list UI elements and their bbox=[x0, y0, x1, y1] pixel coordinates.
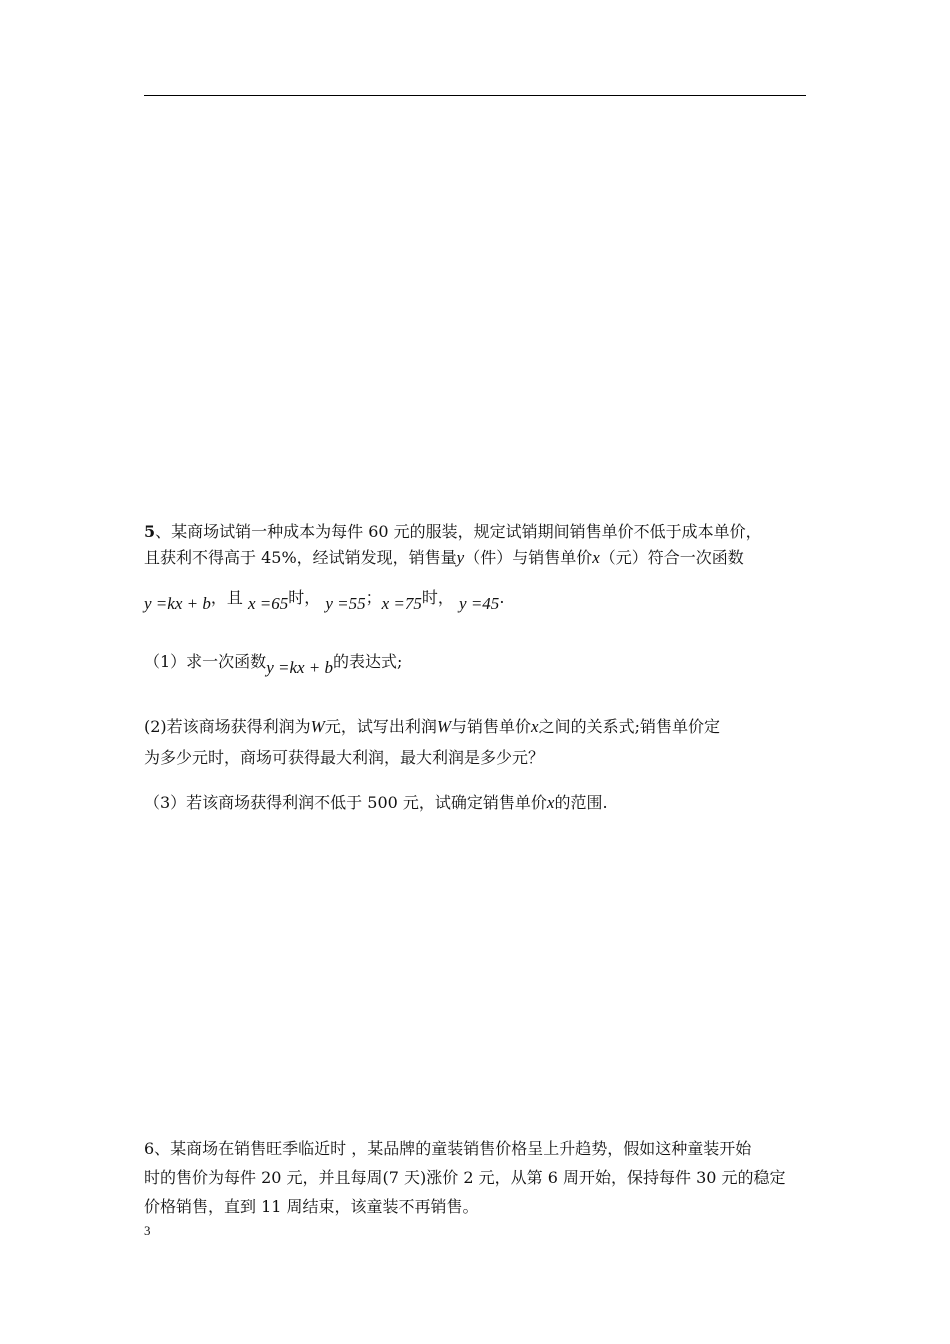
q5-part-2-b: 元，试写出利润 bbox=[324, 717, 437, 736]
q5-line-2 bbox=[144, 548, 744, 568]
page-number: 3 bbox=[144, 1223, 151, 1238]
q5-part-3 bbox=[144, 793, 608, 813]
q5-part-1 bbox=[144, 652, 403, 677]
q5-part-2-a: (2)若该商场获得利润为 bbox=[144, 717, 311, 736]
eq-x-65: x =65 bbox=[247, 594, 289, 613]
q5-line-1 bbox=[144, 522, 762, 542]
var-y: y bbox=[456, 548, 465, 567]
eq-y-55: y =55 bbox=[325, 594, 366, 613]
q5-line-2-a: 且获利不得高于 45%，经试销发现，销售量 bbox=[144, 548, 457, 567]
q5-line-3 bbox=[144, 588, 505, 613]
q6-line-2: 时的售价为每件 20 元，并且每周(7 天)涨价 2 元，从第 6 周开始，保持每件 30 元的稳定 bbox=[144, 1168, 786, 1187]
q5-part-2-c: 与销售单价 bbox=[451, 717, 532, 736]
q5-line-2-c: （元）符合一次函数 bbox=[599, 548, 744, 567]
q5-part-1-suffix: 的表达式; bbox=[333, 652, 403, 671]
q5-part-3-b: 的范围. bbox=[554, 793, 608, 812]
eq-linear-function-2: y =kx + b bbox=[266, 658, 334, 677]
var-W: W bbox=[310, 717, 325, 736]
q5-shi-2: 时， bbox=[421, 588, 454, 607]
q5-semicolon: ； bbox=[365, 588, 382, 607]
q5-shi-1: 时， bbox=[288, 588, 321, 607]
q5-number: 5 bbox=[144, 522, 156, 541]
q6-line-3: 价格销售，直到 11 周结束，该童装不再销售。 bbox=[144, 1197, 479, 1216]
q5-part-3-a: （3）若该商场获得利润不低于 500 元，试确定销售单价 bbox=[144, 793, 547, 812]
var-W-2: W bbox=[436, 717, 452, 736]
q5-period: . bbox=[499, 588, 505, 607]
eq-y-45: y =45 bbox=[459, 594, 500, 613]
q5-part-2-line-2: 为多少元时，商场可获得最大利润，最大利润是多少元？ bbox=[144, 748, 545, 767]
q5-line-1-text: 、某商场试销一种成本为每件 60 元的服装，规定试销期间销售单价不低于成本单价， bbox=[155, 522, 762, 541]
eq-x-75: x =75 bbox=[381, 594, 422, 613]
var-x-2: x bbox=[531, 717, 539, 736]
header-rule bbox=[144, 95, 806, 96]
q6-line-1: 6、某商场在销售旺季临近时 ，某品牌的童装销售价格呈上升趋势，假如这种童装开始 bbox=[144, 1139, 752, 1158]
q5-part-2-d: 之间的关系式;销售单价定 bbox=[538, 717, 720, 736]
var-x: x bbox=[592, 548, 600, 567]
eq-linear-function: y =kx + b bbox=[144, 594, 211, 613]
q5-sep-qie: ，且 bbox=[210, 588, 243, 607]
q5-part-2-line-1 bbox=[144, 717, 720, 737]
q5-part-1-prefix: （1）求一次函数 bbox=[144, 652, 267, 671]
var-x-3: x bbox=[546, 793, 555, 812]
q5-line-2-b: （件）与销售单价 bbox=[464, 548, 593, 567]
